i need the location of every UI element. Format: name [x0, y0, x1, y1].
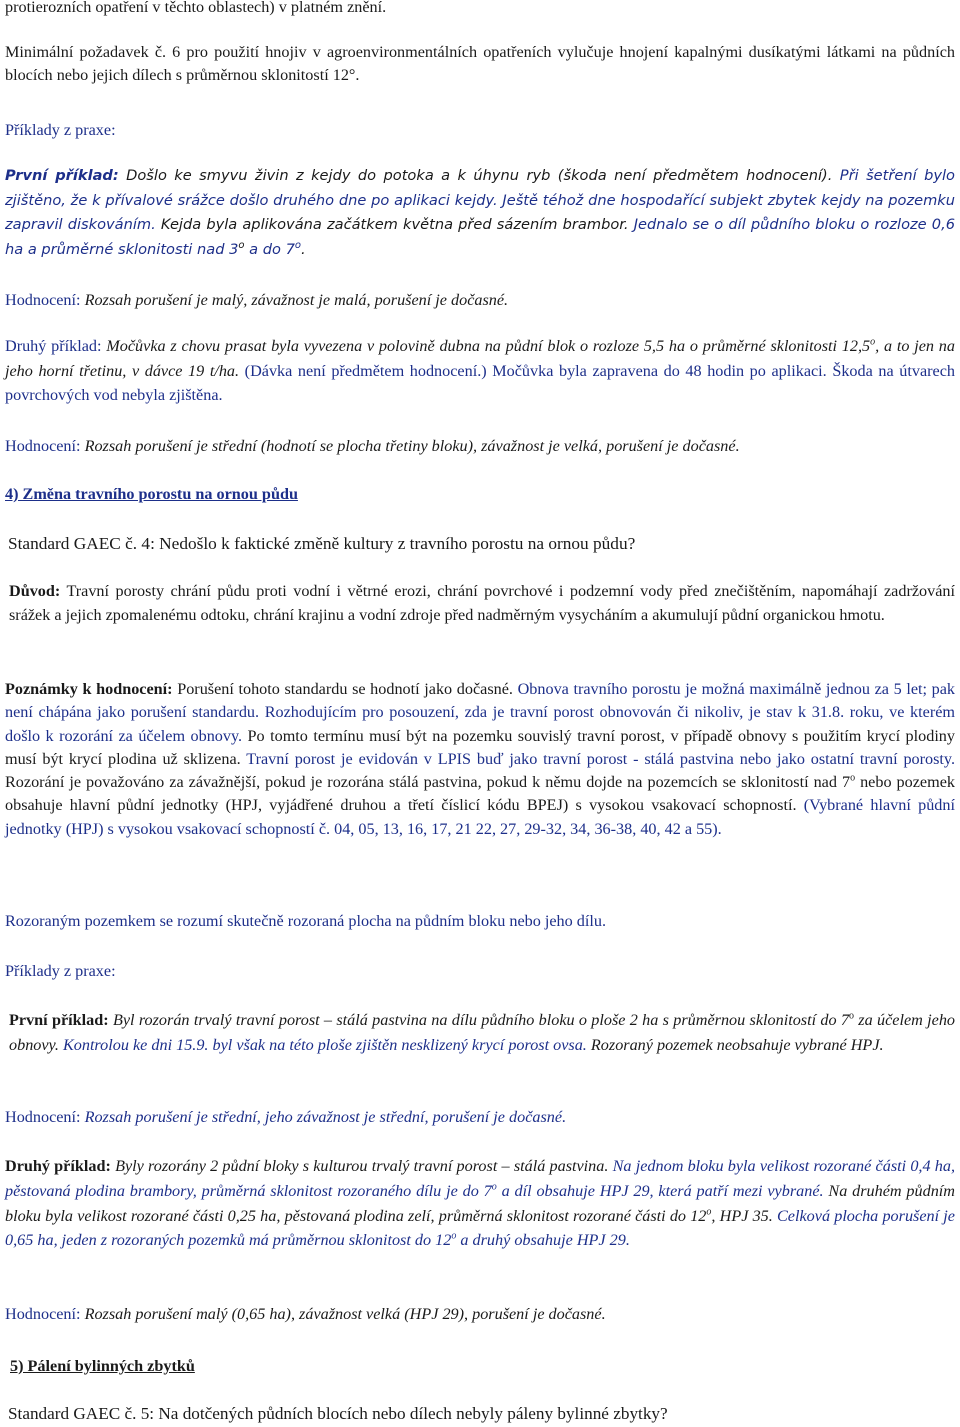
example-1-text-4: Kejda byla aplikována začátkem května před sázením brambor. — [155, 216, 629, 234]
example-4 — [5, 1154, 955, 1253]
notes-text-5: Travní porost je evidován v LPIS buď jako travní porost - stálá pastvina nebo jako ostatní travní porosty. — [240, 749, 956, 768]
evaluation-3-text: Rozsah porušení je střední, jeho závažnost je střední, porušení je dočasné. — [80, 1108, 567, 1126]
reason-text: Travní porosty chrání půdu proti vodní i větrné erozi, chrání povrchové i podzemní vody před znečištěním, napomáhají zadržování srážek a jejich zpomalenému odtoku, chrání krajinu a vodní zdroje před nadměrným vysycháním a akumulují půdní organickou hmotu. — [9, 582, 955, 624]
gaec-5-question-text: Standard GAEC č. 5: Na dotčených půdních blocích nebo dílech nebyly páleny bylinné zbytky? — [8, 1404, 668, 1423]
example-4-text-3: a díl obsahuje HPJ 29, která patří mezi vybrané. — [496, 1181, 824, 1200]
notes-text-7: nebo pozemek obsahuje hlavní půdní jednotky (HPJ, vyjádřené druhou a třetí číslicí kódu BPEJ) s vysokou vsakovací schopností. — [5, 773, 955, 815]
degree-superscript: o — [850, 772, 856, 784]
example-2-text-1: Močůvka z chovu prasat byla vyvezena v polovině dubna na půdní blok o rozloze 5,5 ha o průměrné sklonitosti 12,5 — [101, 337, 871, 355]
degree-superscript: o — [491, 1181, 497, 1193]
example-2 — [5, 334, 955, 408]
example-4-text-1: Byly rozorány 2 půdní bloky s kulturou trvalý travní porost – stálá pastvina. — [110, 1157, 609, 1175]
degree-superscript: o — [451, 1231, 457, 1242]
example-2-label: Druhý příklad: — [5, 337, 102, 355]
example-1 — [5, 164, 955, 262]
degree-superscript: o — [238, 239, 245, 251]
example-3-text-3: Kontrolou ke dni 15.9. byl však na této ploše zjištěn nesklizený krycí porost ovsa. — [58, 1035, 587, 1054]
example-3 — [9, 1008, 955, 1057]
evaluation-2-text: Rozsah porušení je střední (hodnotí se plocha třetiny bloku), závažnost je velká, porušení je dočasné. — [80, 437, 740, 455]
examples-heading-2-text: Příklady z praxe: — [5, 962, 116, 980]
evaluation-4-label: Hodnocení: — [5, 1305, 81, 1323]
example-4-text-6: Celková plocha porušení je 0,65 ha, jeden z rozoraných pozemků má průměrnou sklonitost do 12 — [5, 1206, 955, 1250]
section-5-heading-text: 5) Pálení bylinných zbytků — [10, 1357, 195, 1375]
examples-heading-1 — [5, 119, 955, 142]
gaec-5-question — [8, 1403, 958, 1426]
example-1-text-6: a do 7 — [244, 240, 295, 258]
example-1-text-2: Při šetření bylo zjištěno, že k přívalové srážce došlo druhého dne po aplikaci kejdy. — [5, 167, 955, 209]
gaec-4-question-text: Standard GAEC č. 4: Nedošlo k faktické změně kultury z travního porostu na ornou půdu? — [8, 534, 636, 553]
notes-paragraph — [5, 678, 955, 841]
reason-paragraph — [9, 580, 955, 627]
example-2-text-2: , a to jen na jeho horní třetinu, v dávce 19 t/ha. — [5, 337, 955, 380]
example-4-text-2: Na jednom bloku byla velikost rozorané části 0,4 ha, pěstovaná plodina brambory, průměrná sklonitost rozoraného dílu je do 7 — [5, 1157, 955, 1200]
degree-superscript: o — [706, 1206, 712, 1218]
plowed-definition-text: Rozoraným pozemkem se rozumí skutečně rozoraná plocha na půdním bloku nebo jeho dílu. — [5, 912, 607, 930]
evaluation-3 — [5, 1106, 955, 1129]
notes-text-2: Obnova travního porostu je možná maximálně jednou za 5 let; pak není chápána jako porušení standardu. — [5, 680, 955, 722]
example-3-text-1: Byl rozorán trvalý travní porost – stálá pastvina na dílu půdního bloku o ploše 2 ha s průměrnou sklonitostí do 7 — [108, 1011, 849, 1029]
evaluation-1 — [5, 289, 955, 312]
reason-label: Důvod: — [9, 582, 61, 600]
minimum-requirement-text: Minimální požadavek č. 6 pro použití hnojiv v agroenvironmentálních opatřeních vylučuje hnojení kapalnými dusíkatými látkami na půdních blocích nebo jejich dílech s průměrnou sklonitostí 12°. — [5, 43, 955, 84]
degree-superscript: o — [848, 1010, 854, 1022]
paragraph-intro-fragment — [5, 0, 955, 19]
section-4-heading — [5, 483, 955, 506]
examples-heading-1-text: Příklady z praxe: — [5, 121, 116, 139]
section-5-heading — [10, 1355, 960, 1378]
example-4-text-7: a druhý obsahuje HPJ 29. — [456, 1231, 630, 1250]
evaluation-3-label: Hodnocení: — [5, 1108, 81, 1126]
degree-superscript: o — [294, 239, 301, 251]
example-2-text-4: Močůvka byla zapravena do 48 hodin po aplikaci. — [486, 361, 827, 380]
example-2-text-5: Škoda na útvarech povrchových vod nebyla zjištěna. — [5, 361, 955, 405]
section-4-heading-text: 4) Změna travního porostu na ornou půdu — [5, 485, 298, 503]
evaluation-1-text: Rozsah porušení je malý, závažnost je malá, porušení je dočasné. — [80, 291, 509, 309]
notes-text-6: Rozorání je považováno za závažnější, pokud je rozorána stálá pastvina, pokud k němu dojde na pozemcích se sklonitostí nad 7 — [5, 773, 851, 792]
evaluation-2-label: Hodnocení: — [5, 437, 81, 455]
notes-label: Poznámky k hodnocení: — [5, 680, 173, 698]
example-2-text-3: (Dávka není předmětem hodnocení.) — [239, 361, 487, 380]
example-1-text-5: Jednalo se o díl půdního bloku o rozloze 0,6 ha a průměrné sklonitosti nad 3 — [5, 216, 955, 258]
example-1-text-1: Došlo ke smyvu živin z kejdy do potoka a k úhynu ryb (škoda není předmětem hodnocení). — [118, 167, 833, 184]
example-3-text-2: za účelem jeho obnovy. — [9, 1011, 956, 1054]
example-1-end: . — [300, 240, 306, 258]
degree-superscript: o — [870, 336, 876, 348]
evaluation-1-label: Hodnocení: — [5, 291, 81, 309]
notes-text-1: Porušení tohoto standardu se hodnotí jako dočasné. — [172, 680, 513, 698]
example-3-label: První příklad: — [9, 1011, 109, 1029]
example-1-label: První příklad: — [5, 167, 119, 184]
notes-text-4: Po tomto termínu musí být na pozemku souvislý travní porost, v případě obnovy s použitím krycí plodiny musí být krycí plodina už sklizena. — [5, 726, 955, 768]
notes-text-3: Rozhodujícím pro posouzení, zda je travní porost obnovován či nikoliv, je stav k 31.8. roku, ve kterém došlo k rozorání za účelem obnovy. — [5, 703, 955, 745]
example-4-text-5: , HPJ 35. — [711, 1206, 773, 1225]
example-3-text-4: Rozoraný pozemek neobsahuje vybrané HPJ. — [586, 1035, 884, 1054]
gaec-4-question — [8, 533, 958, 556]
paragraph-minimum-requirement — [5, 41, 955, 86]
evaluation-4 — [5, 1303, 955, 1326]
example-4-label: Druhý příklad: — [5, 1157, 111, 1175]
intro-fragment-text: protierozních opatření v těchto oblastech) v platném znění. — [5, 0, 387, 16]
examples-heading-2 — [5, 960, 955, 983]
notes-text-8: (Vybrané hlavní půdní jednotky (HPJ) s vysokou vsakovací schopností č. 04, 05, 13, 16, 17, 21 22, 27, 29-32, 34, 36-38, 40, 42 a 55). — [5, 796, 955, 838]
example-4-text-4: Na druhém půdním bloku byla velikost rozorané části 0,25 ha, pěstovaná plodina zelí, průměrná sklonitost rozorané části do 12 — [5, 1181, 955, 1225]
example-1-text-3: Ještě téhož dne hospodařící subjekt zbytek kejdy na pozemku zapravil diskováním. — [5, 191, 955, 234]
evaluation-2 — [5, 435, 955, 458]
evaluation-4-text: Rozsah porušení malý (0,65 ha), závažnost velká (HPJ 29), porušení je dočasné. — [80, 1305, 606, 1323]
plowed-definition — [5, 910, 955, 933]
